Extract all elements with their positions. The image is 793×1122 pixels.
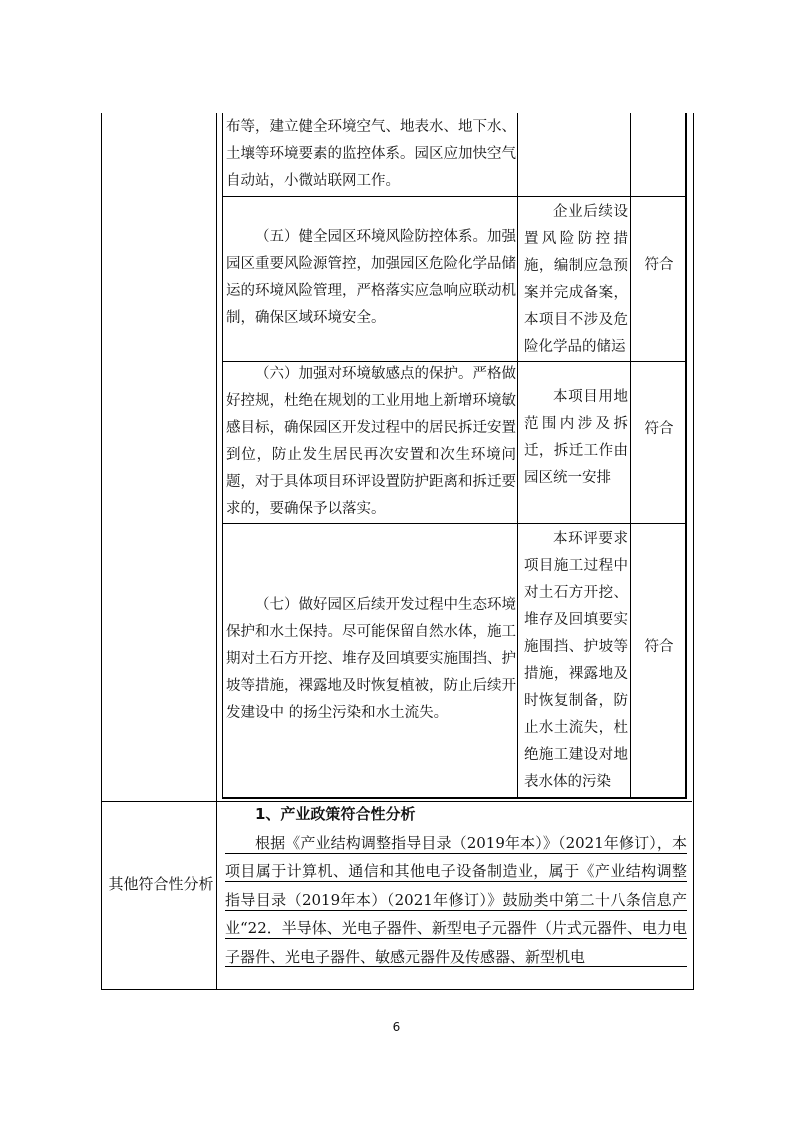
result-cell xyxy=(636,412,682,446)
inner-column-divider xyxy=(630,113,631,797)
requirement-text: 布等，建立健全环境空气、地表水、地下水、土壤等环境要素的监控体系。园区应加快空气自动站，小微站联网工作。 xyxy=(226,119,516,189)
table-row xyxy=(226,114,516,195)
result-text: 符合 xyxy=(644,639,674,655)
table-row xyxy=(226,592,516,727)
requirement-text: （七）做好园区后续开发过程中生态环境保护和水土保持。尽可能保留自然水体，施工期对土石方开挖、堆存及回填要实施围挡、护坡等措施，裸露地及时恢复植被，防止后续开发建设中 的扬尘污染和水土流失。 xyxy=(226,597,516,721)
result-text: 符合 xyxy=(644,257,674,273)
table-row-divider xyxy=(222,523,685,524)
measure-text: 本项目用地范围内涉及拆迁，拆迁工作由园区统一安排 xyxy=(524,389,628,486)
column-divider xyxy=(216,113,217,989)
policy-analysis xyxy=(225,800,687,971)
result-cell xyxy=(636,630,682,664)
text-underline xyxy=(225,881,687,882)
requirement-text: （六）加强对环境敏感点的保护。严格做好控规，杜绝在规划的工业用地上新增环境敏感目标，确保园区开发过程中的居民拆迁安置到位，防止发生居民再次安置和次生环境问题，对于具体项目环评设置防护距离和拆迁要求的，要确保予以落实。 xyxy=(226,366,516,517)
measure-text: 企业后续设置风险防控措施，编制应急预案并完成备案，本项目不涉及危险化学品的储运 xyxy=(524,204,628,355)
section-label-text: 其他符合性分析 xyxy=(108,875,214,893)
result-cell xyxy=(636,248,682,282)
text-underline xyxy=(225,966,687,967)
table-row xyxy=(226,361,516,523)
page-number: 6 xyxy=(392,1020,401,1034)
table-row xyxy=(226,224,516,332)
policy-paragraph: 根据《产业结构调整指导目录（2019年本）》（2021年修订），本项目属于计算机、通信和其他电子设备制造业，属于《产业结构调整指导目录（2019年本）（2021年修订）》鼓励类中第二十八条信息产业“22．半导体、光电子器件、新型电子元器件（片式元器件、电力电子器件、光电子器件、敏感元器件及传感器、新型机电 xyxy=(225,833,687,966)
measure-cell xyxy=(524,199,628,361)
requirement-text: （五）健全园区环境风险防控体系。加强园区重要风险源管控，加强园区危险化学品储运的环境风险管理，严格落实应急响应联动机制，确保区域环境安全。 xyxy=(226,229,516,326)
measure-text: 本环评要求项目施工过程中对土石方开挖、堆存及回填要实施围挡、护坡等措施，裸露地及时恢复制备，防止水土流失，杜绝施工建设对地表水体的污染 xyxy=(524,531,628,790)
result-text: 符合 xyxy=(644,421,674,437)
measure-cell xyxy=(524,526,628,796)
text-underline xyxy=(225,938,687,939)
text-underline xyxy=(225,910,687,911)
text-underline xyxy=(225,853,687,854)
section-heading: 1、产业政策符合性分析 xyxy=(255,805,416,823)
measure-cell xyxy=(524,384,628,492)
section-label xyxy=(104,870,218,898)
table-row-divider xyxy=(222,196,685,197)
inner-column-divider xyxy=(517,113,518,797)
